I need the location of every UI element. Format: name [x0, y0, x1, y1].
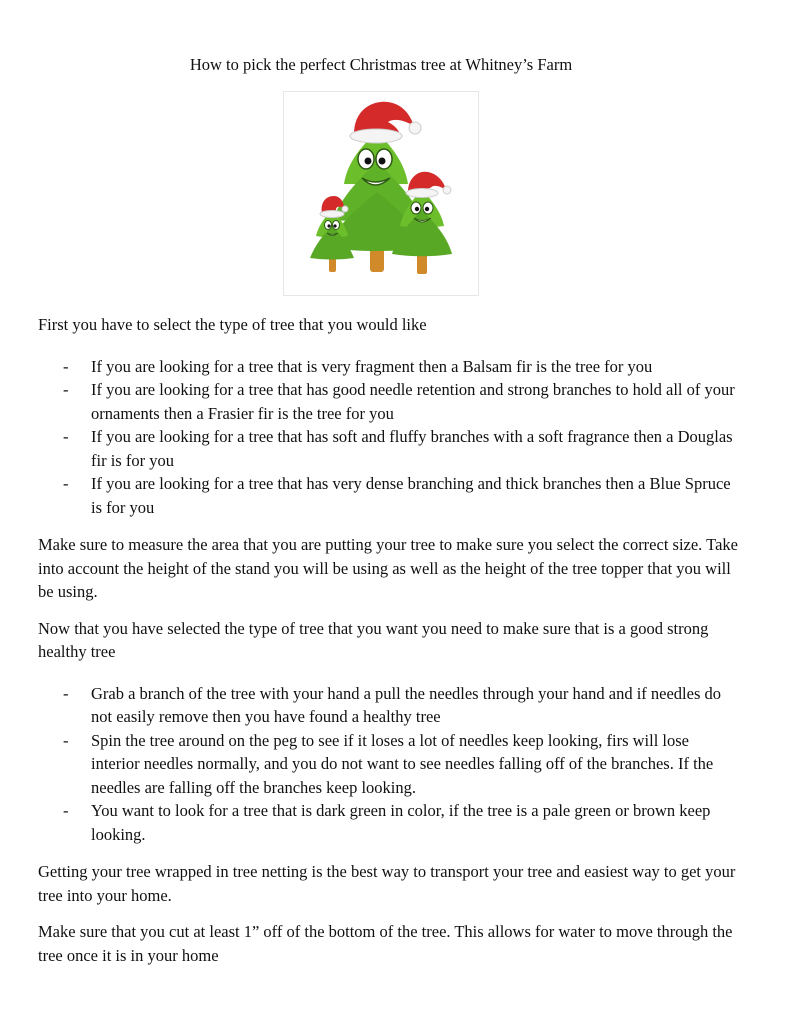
document-title: How to pick the perfect Christmas tree at Whitney’s Farm: [189, 55, 573, 74]
bullet-dash: -: [63, 474, 69, 493]
document-body: [38, 313, 738, 980]
list-item-text: Spin the tree around on the peg to see if it loses a lot of needles keep looking, firs will lose interior needles normally, and you do not want to see needles falling off of the branches. If the needles are falling off the branches keep looking.: [91, 730, 714, 797]
intro-paragraph: First you have to select the type of tree that you would like: [38, 315, 427, 334]
list-item-text: If you are looking for a tree that has soft and fluffy branches with a soft fragrance then a Douglas fir is for you: [91, 427, 733, 470]
bullet-dash: -: [63, 427, 69, 446]
list-item: [38, 682, 738, 729]
measure-paragraph: Make sure to measure the area that you are putting your tree to make sure you select the correct size. Take into account the height of the stand you will be using as well as the height of the tree topper that you will be using.: [38, 535, 738, 601]
bullet-dash: -: [63, 356, 69, 376]
christmas-trees-with-santa-hats-icon: [284, 92, 478, 295]
christmas-trees-image: [283, 91, 479, 296]
list-item-text: If you are looking for a tree that has very dense branching and thick branches then a Blue Spruce is for you: [91, 474, 731, 517]
list-item: [38, 729, 738, 800]
netting-paragraph: Getting your tree wrapped in tree netting is the best way to transport your tree and easiest way to get your tree into your home.: [38, 862, 736, 905]
list-item-text: If you are looking for a tree that is very fragment then a Balsam fir is the tree for you: [91, 356, 653, 376]
bullet-dash: -: [63, 801, 69, 820]
bullet-dash: -: [63, 380, 69, 399]
bullet-dash: -: [63, 730, 69, 750]
list-item: [38, 472, 738, 519]
health-intro-paragraph: Now that you have selected the type of tree that you want you need to make sure that is a good strong healthy tree: [38, 618, 709, 661]
cut-paragraph: Make sure that you cut at least 1” off of the bottom of the tree. This allows for water to move through the tree once it is in your home: [38, 922, 733, 965]
list-item-text: You want to look for a tree that is dark green in color, if the tree is a pale green or brown keep looking.: [91, 801, 711, 844]
list-item: [38, 799, 738, 846]
list-item: [38, 425, 738, 472]
list-item-text: Grab a branch of the tree with your hand a pull the needles through your hand and if needles do not easily remove then you have found a healthy tree: [91, 683, 722, 726]
health-checks-list: [38, 682, 738, 847]
list-item: [38, 378, 738, 425]
list-item: [38, 355, 738, 379]
bullet-dash: -: [63, 683, 69, 703]
tree-types-list: [38, 355, 738, 520]
list-item-text: If you are looking for a tree that has good needle retention and strong branches to hold all of your ornaments then a Frasier fir is the tree for you: [91, 380, 735, 423]
